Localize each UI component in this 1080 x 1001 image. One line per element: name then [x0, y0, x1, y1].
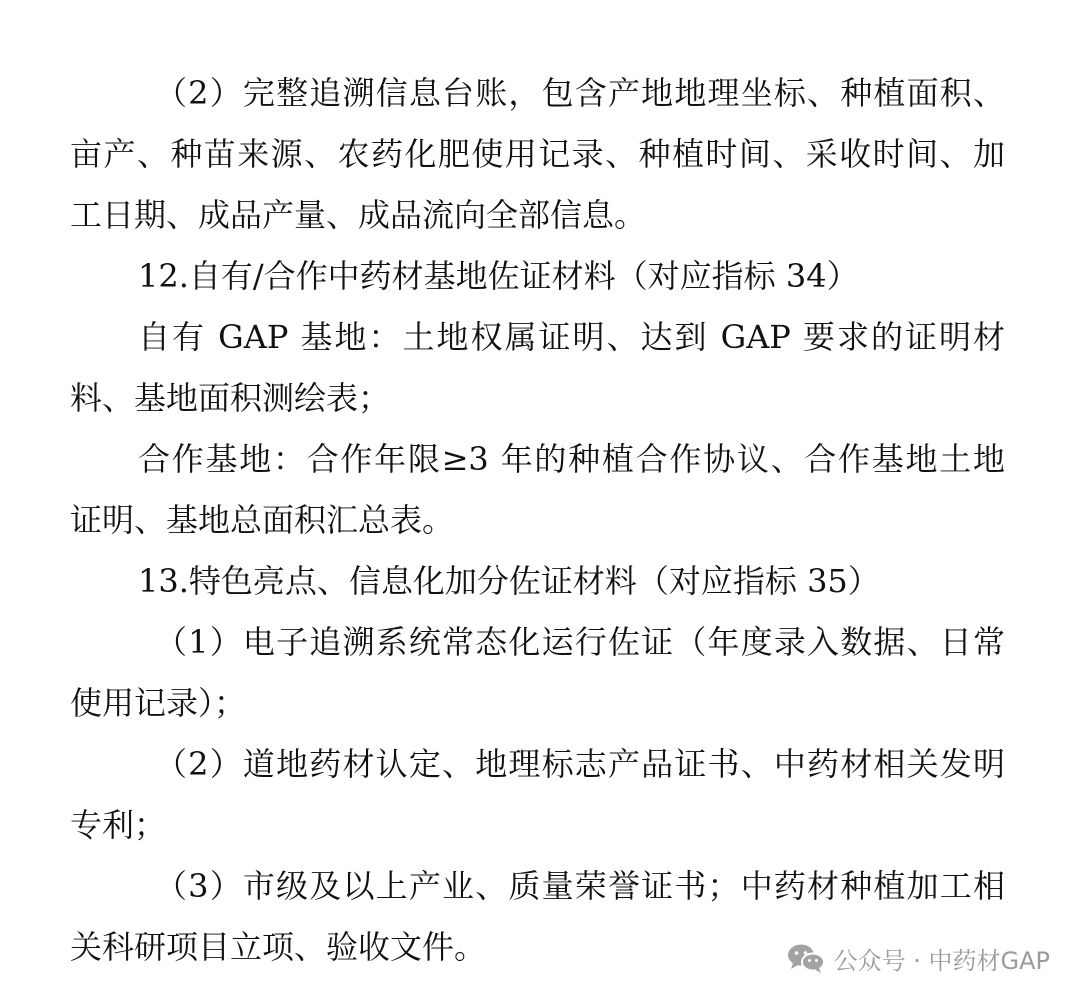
paragraph-line: 关科研项目立项、验收文件。 — [70, 928, 487, 966]
watermark — [786, 936, 1050, 980]
section-heading: 13.特色亮点、信息化加分佐证材料（对应指标 35） — [138, 562, 880, 600]
paragraph-line: （2）完整追溯信息台账，包含产地地理坐标、种植面积、 — [155, 74, 1005, 112]
paragraph-line: 证明、基地总面积汇总表。 — [70, 501, 455, 539]
paragraph-line: 使用记录）； — [70, 684, 247, 722]
section-heading: 12.自有/合作中药材基地佐证材料（对应指标 34） — [138, 257, 859, 295]
paragraph-line: 亩产、种苗来源、农药化肥使用记录、种植时间、采收时间、加 — [70, 135, 1005, 173]
paragraph-line: （3）市级及以上产业、质量荣誉证书；中药材种植加工相 — [155, 867, 1005, 905]
paragraph-line: （2）道地药材认定、地理标志产品证书、中药材相关发明 — [155, 745, 1005, 783]
wechat-icon — [786, 942, 826, 974]
paragraph-line: 合作基地：合作年限≥3 年的种植合作协议、合作基地土地 — [138, 440, 1005, 478]
paragraph-line: 专利； — [70, 806, 167, 844]
paragraph-line: 工日期、成品产量、成品流向全部信息。 — [70, 196, 647, 234]
paragraph-line: （1）电子追溯系统常态化运行佐证（年度录入数据、日常 — [155, 623, 1005, 661]
watermark-text: 公众号 · 中药材GAP — [833, 946, 1050, 975]
paragraph-line: 料、基地面积测绘表； — [70, 379, 391, 417]
paragraph-line: 自有 GAP 基地：土地权属证明、达到 GAP 要求的证明材 — [138, 318, 1005, 356]
